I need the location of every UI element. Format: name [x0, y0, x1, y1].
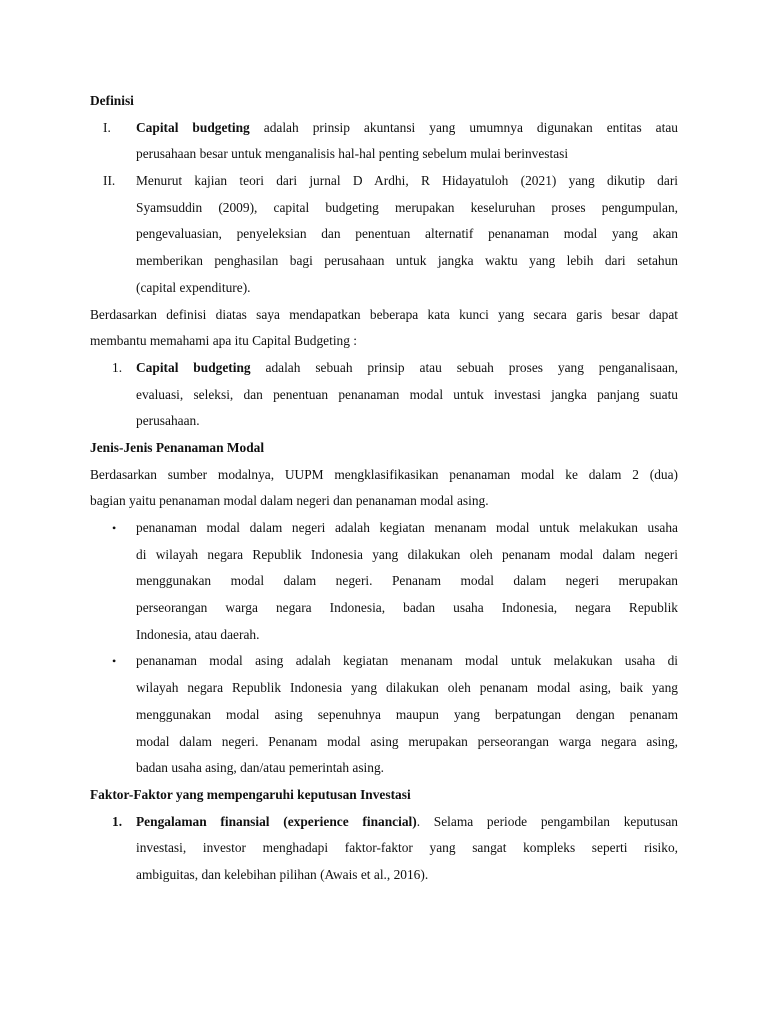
paragraph-line: menggunakan modal dalam negeri. Penanam modal dalam negeri merupakan: [136, 573, 678, 589]
keyword-item-1: [90, 355, 678, 435]
definition-item-1: [90, 115, 678, 168]
paragraph-line: bagian yaitu penanaman modal dalam negeri dan penanaman modal asing.: [90, 493, 489, 509]
paragraph-line: perusahaan besar untuk menganalisis hal-hal penting sebelum mulai berinvestasi: [136, 146, 569, 162]
paragraph-line: membantu memahami apa itu Capital Budgeting :: [90, 333, 358, 349]
list-marker: 1.: [112, 359, 123, 375]
section-heading-jenis: Jenis-Jenis Penanaman Modal: [90, 439, 265, 455]
paragraph-line: penanaman modal dalam negeri adalah kegiatan menanam modal untuk melakukan usaha: [136, 520, 678, 535]
text-span: adalah sebuah prinsip atau sebuah proses yang penganalisaan,: [250, 359, 678, 375]
bold-term: Capital budgeting: [136, 119, 250, 135]
paragraph-line: [136, 809, 678, 836]
paragraph-line: pengevaluasian, penyeleksian dan penentuan alternatif penanaman modal yang akan: [136, 226, 678, 242]
list-marker: II.: [103, 173, 116, 189]
bullet-icon: •: [112, 654, 117, 669]
paragraph-line: Indonesia, atau daerah.: [136, 626, 260, 642]
bullet-item-1: [90, 515, 678, 648]
factor-item-1: [90, 809, 678, 889]
paragraph-line: wilayah negara Republik Indonesia yang dilakukan oleh penanam modal asing, baik yang: [136, 680, 678, 696]
section-heading-definisi: Definisi: [90, 93, 134, 108]
list-marker: I.: [103, 119, 111, 135]
paragraph-line: modal dalam negeri. Penanam modal asing merupakan perseorangan warga negara asing,: [136, 733, 678, 749]
paragraph-line: Menurut kajian teori dari jurnal D Ardhi, R Hidayatuloh (2021) yang dikutip dari: [136, 173, 678, 189]
paragraph-line: penanaman modal asing adalah kegiatan menanam modal untuk melakukan usaha di: [136, 653, 678, 669]
paragraph-line: (capital expenditure).: [136, 279, 251, 295]
bold-term: Capital budgeting: [136, 359, 251, 375]
paragraph-line: memberikan penghasilan bagi perusahaan untuk jangka waktu yang lebih dari setahun: [136, 253, 678, 269]
bold-term: Pengalaman finansial (experience financial): [136, 813, 417, 829]
paragraph-line: menggunakan modal asing sepenuhnya maupun yang berpatungan dengan penanam: [136, 706, 678, 722]
paragraph-line: Berdasarkan sumber modalnya, UUPM mengklasifikasikan penanaman modal ke dalam 2 (dua): [90, 466, 678, 482]
document-page: [90, 88, 678, 889]
text-span: adalah prinsip akuntansi yang umumnya digunakan entitas atau: [249, 119, 678, 135]
list-marker: 1.: [112, 813, 123, 829]
paragraph-line: [136, 115, 678, 142]
paragraph-line: perusahaan.: [136, 413, 200, 429]
paragraph-line: di wilayah negara Republik Indonesia yang dilakukan oleh penanam modal dalam negeri: [136, 546, 678, 562]
paragraph-line: investasi, investor menghadapi faktor-faktor yang sangat kompleks seperti risiko,: [136, 840, 678, 856]
definition-item-2: [90, 168, 678, 301]
paragraph-line: evaluasi, seleksi, dan penentuan penanaman modal untuk investasi jangka panjang suatu: [136, 386, 678, 402]
paragraph-line: perseorangan warga negara Indonesia, badan usaha Indonesia, negara Republik: [136, 600, 678, 616]
text-span: . Selama periode pengambilan keputusan: [416, 813, 678, 829]
paragraph-line: ambiguitas, dan kelebihan pilihan (Awais et al., 2016).: [136, 866, 429, 882]
bullet-icon: •: [112, 521, 117, 535]
paragraph-line: Syamsuddin (2009), capital budgeting merupakan keseluruhan proses pengumpulan,: [136, 199, 678, 215]
paragraph-line: Berdasarkan definisi diatas saya mendapatkan beberapa kata kunci yang secara garis besar dapat: [90, 306, 678, 322]
paragraph-line: [136, 355, 678, 382]
paragraph-line: badan usaha asing, dan/atau pemerintah asing.: [136, 760, 385, 776]
section-heading-faktor: Faktor-Faktor yang mempengaruhi keputusan Investasi: [90, 786, 411, 802]
bullet-item-2: [90, 648, 678, 781]
